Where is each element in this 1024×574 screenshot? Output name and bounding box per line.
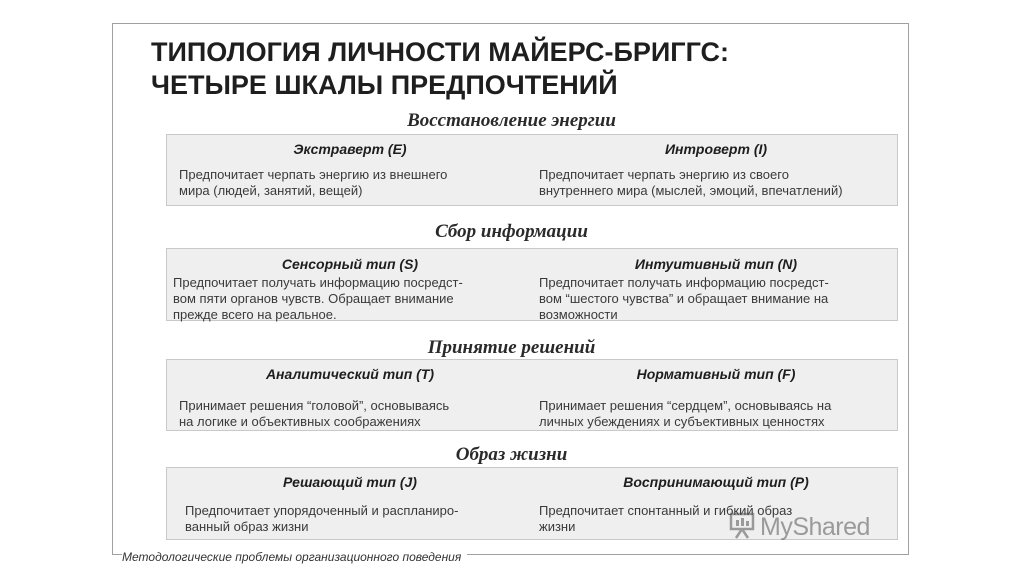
desc-line: Предпочитает получать информацию посредст- xyxy=(539,275,829,290)
scale-left-judging xyxy=(167,468,533,539)
desc-line: Предпочитает спонтанный и гибкий образ xyxy=(539,503,793,518)
type-name: Сенсорный тип (S) xyxy=(281,256,419,272)
desc-line: вом “шестого чувства” и обращает внимание на xyxy=(539,291,829,306)
type-name: Экстраверт (E) xyxy=(293,141,407,157)
desc-line: Предпочитает черпать энергию из внешнего xyxy=(179,167,448,182)
section-heading-information: Сбор информации xyxy=(435,221,588,242)
desc-line: Предпочитает черпать энергию из своего xyxy=(539,167,789,182)
watermark xyxy=(728,510,870,545)
type-description xyxy=(539,167,843,199)
footer-caption: Методологические проблемы организационного поведения xyxy=(122,550,467,564)
type-name: Воспринимающий тип (P) xyxy=(623,474,809,490)
type-name: Аналитический тип (T) xyxy=(265,366,435,382)
scale-box-energy xyxy=(166,134,898,206)
desc-line: личных убеждениях и субъективных ценностях xyxy=(539,414,825,429)
type-description xyxy=(185,503,458,535)
slide xyxy=(112,23,909,555)
page-title xyxy=(151,36,729,102)
type-name: Интроверт (I) xyxy=(664,141,768,157)
desc-line: прежде всего на реальное. xyxy=(173,307,337,322)
scale-box-information xyxy=(166,248,898,321)
type-name: Нормативный тип (F) xyxy=(636,366,796,382)
type-name: Интуитивный тип (N) xyxy=(634,256,798,272)
title-line-2: ЧЕТЫРЕ ШКАЛЫ ПРЕДПОЧТЕНИЙ xyxy=(151,70,618,100)
desc-line: на логике и объективных соображениях xyxy=(179,414,421,429)
scale-box-decisions xyxy=(166,359,898,431)
section-heading-lifestyle: Образ жизни xyxy=(455,444,568,465)
scale-left-thinking xyxy=(167,360,533,430)
presentation-icon xyxy=(728,510,756,545)
desc-line: Предпочитает получать информацию посредст- xyxy=(173,275,463,290)
type-description xyxy=(179,398,449,430)
desc-line: вом пяти органов чувств. Обращает внимание xyxy=(173,291,454,306)
watermark-text: MyShared xyxy=(760,513,870,541)
type-description xyxy=(179,167,447,199)
type-name: Решающий тип (J) xyxy=(283,474,417,490)
scale-left-sensing xyxy=(167,249,533,320)
type-description xyxy=(539,398,831,430)
desc-line: Принимает решения “сердцем”, основываясь на xyxy=(539,398,832,413)
scale-left-extravert xyxy=(167,135,533,205)
scale-right-feeling xyxy=(533,360,899,430)
scale-right-introvert xyxy=(533,135,899,205)
section-heading-energy: Восстановление энергии xyxy=(407,110,616,131)
desc-line: Принимает решения “головой”, основываясь xyxy=(179,398,450,413)
type-description xyxy=(173,275,463,323)
desc-line: жизни xyxy=(539,519,576,534)
desc-line: ванный образ жизни xyxy=(185,519,309,534)
section-heading-decisions: Принятие решений xyxy=(427,337,596,358)
type-description xyxy=(539,275,829,323)
desc-line: внутреннего мира (мыслей, эмоций, впечатлений) xyxy=(539,183,843,198)
desc-line: возможности xyxy=(539,307,618,322)
desc-line: Предпочитает упорядоченный и распланиро- xyxy=(185,503,459,518)
desc-line: мира (людей, занятий, вещей) xyxy=(179,183,363,198)
title-line-1: ТИПОЛОГИЯ ЛИЧНОСТИ МАЙЕРС-БРИГГС: xyxy=(151,37,730,67)
scale-right-intuitive xyxy=(533,249,899,320)
